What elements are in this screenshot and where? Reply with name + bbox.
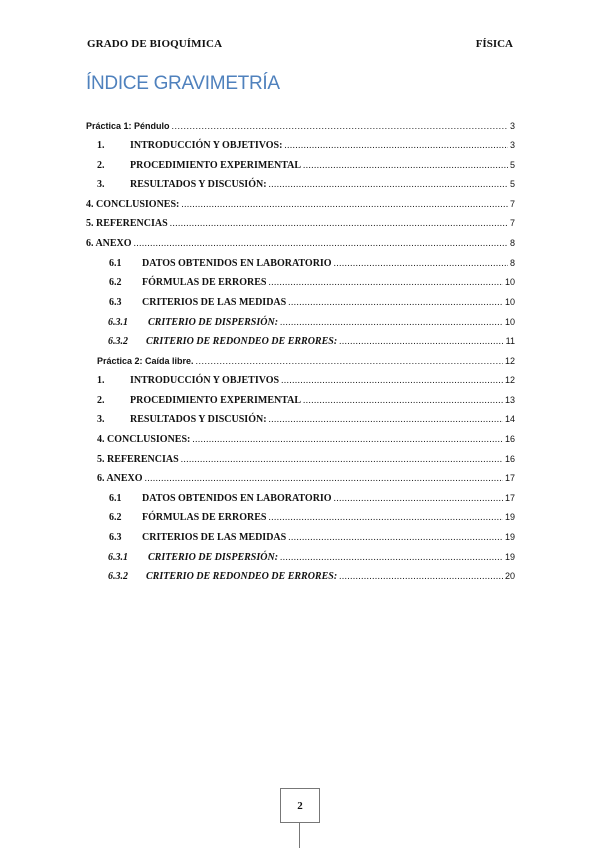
toc-leader-dots <box>288 297 503 307</box>
toc-entry-page: 12 <box>504 356 515 366</box>
toc-entry[interactable] <box>97 395 515 411</box>
toc-entry-text: FÓRMULAS DE ERRORES <box>142 277 267 288</box>
toc-entry-text: PROCEDIMIENTO EXPERIMENTAL <box>130 395 302 406</box>
toc-leader-dots <box>339 571 503 581</box>
toc-entry[interactable] <box>97 356 515 372</box>
toc-entry[interactable] <box>97 375 515 391</box>
toc-entry-number: 6.1 <box>109 493 122 504</box>
toc-leader-dots <box>196 356 503 366</box>
toc-leader-dots <box>192 434 503 444</box>
toc-entry-text: INTRODUCCIÓN Y OBJETIVOS: <box>130 140 283 151</box>
toc-entry-text: RESULTADOS Y DISCUSIÓN: <box>130 414 267 425</box>
toc-leader-dots <box>172 121 508 131</box>
toc-entry[interactable] <box>86 218 515 234</box>
toc-entry-page: 19 <box>504 552 515 562</box>
toc-entry[interactable] <box>109 493 515 509</box>
toc-entry-text: INTRODUCCIÓN Y OBJETIVOS <box>130 375 280 386</box>
toc-entry-text: RESULTADOS Y DISCUSIÓN: <box>130 179 267 190</box>
toc-entry-page: 8 <box>509 258 515 268</box>
toc-entry-text: 6. ANEXO <box>86 238 132 249</box>
page-number-box <box>280 788 320 823</box>
toc-entry-text: FÓRMULAS DE ERRORES <box>142 512 267 523</box>
toc-entry-text: Práctica 1: Péndulo <box>86 121 170 131</box>
toc-entry-number: 1. <box>97 375 105 386</box>
toc-entry[interactable] <box>97 179 515 195</box>
toc-entry-text: PROCEDIMIENTO EXPERIMENTAL <box>130 160 302 171</box>
toc-entry-number: 6.1 <box>109 258 122 269</box>
page-header-right: FÍSICA <box>475 38 513 50</box>
toc-entry-page: 11 <box>505 336 515 346</box>
toc-entry-page: 14 <box>504 414 515 424</box>
toc-leader-dots <box>269 414 503 424</box>
toc-entry-text: CRITERIOS DE LAS MEDIDAS <box>142 532 287 543</box>
toc-entry-page: 19 <box>504 532 515 542</box>
toc-entry[interactable] <box>108 317 515 333</box>
toc-entry-number: 6.2 <box>109 512 122 523</box>
toc-entry-page: 16 <box>504 454 515 464</box>
toc-entry-page: 10 <box>504 277 515 287</box>
toc-entry-number: 6.3 <box>109 532 122 543</box>
toc-leader-dots <box>303 395 503 405</box>
toc-entry-page: 17 <box>504 493 515 503</box>
toc-leader-dots <box>268 512 503 522</box>
toc-leader-dots <box>134 238 508 248</box>
toc-entry-text: 5. REFERENCIAS <box>97 454 179 465</box>
toc-leader-dots <box>339 336 503 346</box>
toc-entry-page: 5 <box>509 160 515 170</box>
toc-entry-text: DATOS OBTENIDOS EN LABORATORIO <box>142 258 332 269</box>
toc-entry-number: 1. <box>97 140 105 151</box>
toc-entry[interactable] <box>97 160 515 176</box>
toc-entry-number: 3. <box>97 414 105 425</box>
toc-entry-number: 2. <box>97 395 105 406</box>
toc-entry-text: CRITERIOS DE LAS MEDIDAS <box>142 297 287 308</box>
toc-leader-dots <box>170 218 508 228</box>
toc-entry[interactable] <box>109 532 515 548</box>
toc-entry[interactable] <box>108 552 515 568</box>
toc-entry-page: 7 <box>509 218 515 228</box>
toc-entry-number: 2. <box>97 160 105 171</box>
toc-entry-page: 10 <box>504 317 515 327</box>
toc-entry[interactable] <box>97 473 515 489</box>
toc-entry-page: 19 <box>504 512 515 522</box>
toc-entry[interactable] <box>97 434 515 450</box>
toc-entry[interactable] <box>108 571 515 587</box>
toc-entry-number: 6.3.2 <box>108 336 128 347</box>
toc-leader-dots <box>145 473 503 483</box>
toc-entry-page: 17 <box>504 473 515 483</box>
toc-entry-text: CRITERIO DE DISPERSIÓN: <box>148 552 279 563</box>
toc-leader-dots <box>181 199 508 209</box>
page-header-left: GRADO DE BIOQUÍMICA <box>87 38 223 50</box>
toc-entry[interactable] <box>86 238 515 254</box>
toc-entry[interactable] <box>109 277 515 293</box>
toc-entry[interactable] <box>97 140 515 156</box>
toc-title: ÍNDICE GRAVIMETRÍA <box>86 73 280 94</box>
toc-entry-page: 10 <box>504 297 515 307</box>
toc-leader-dots <box>303 160 508 170</box>
toc-entry-text: 5. REFERENCIAS <box>86 218 168 229</box>
toc-entry-text: 6. ANEXO <box>97 473 143 484</box>
toc-entry-text: Práctica 2: Caída libre. <box>97 356 194 366</box>
toc-leader-dots <box>284 140 508 150</box>
page-number: 2 <box>297 799 303 812</box>
toc-entry-number: 6.3.1 <box>108 552 128 563</box>
toc-entry[interactable] <box>97 454 515 470</box>
toc-entry-text: DATOS OBTENIDOS EN LABORATORIO <box>142 493 332 504</box>
toc-entry[interactable] <box>86 121 515 137</box>
toc-leader-dots <box>281 375 503 385</box>
toc-entry-page: 3 <box>509 121 515 131</box>
toc-leader-dots <box>288 532 503 542</box>
toc-entry[interactable] <box>108 336 515 352</box>
toc-entry-page: 8 <box>509 238 515 248</box>
toc-entry-page: 20 <box>504 571 515 581</box>
toc-entry-page: 13 <box>504 395 515 405</box>
toc-entry-number: 6.3.1 <box>108 317 128 328</box>
toc-entry-text: CRITERIO DE REDONDEO DE ERRORES: <box>146 336 338 347</box>
toc-entry-page: 7 <box>509 199 515 209</box>
toc-leader-dots <box>334 258 508 268</box>
toc-entry-page: 5 <box>509 179 515 189</box>
toc-entry-text: 4. CONCLUSIONES: <box>86 199 180 210</box>
toc-leader-dots <box>280 552 503 562</box>
page-number-stem <box>299 822 300 848</box>
toc-entry[interactable] <box>109 512 515 528</box>
toc-entry-number: 6.2 <box>109 277 122 288</box>
toc-entry[interactable] <box>109 258 515 274</box>
toc-entry[interactable] <box>109 297 515 313</box>
toc-entry[interactable] <box>97 414 515 430</box>
toc-entry-number: 6.3.2 <box>108 571 128 582</box>
toc-entry-page: 12 <box>504 375 515 385</box>
toc-leader-dots <box>181 454 503 464</box>
toc-entry-page: 16 <box>504 434 515 444</box>
toc-leader-dots <box>268 277 503 287</box>
toc-entry-text: CRITERIO DE REDONDEO DE ERRORES: <box>146 571 338 582</box>
toc-entry[interactable] <box>86 199 515 215</box>
toc-leader-dots <box>280 317 503 327</box>
toc-entry-text: 4. CONCLUSIONES: <box>97 434 191 445</box>
toc-entry-number: 6.3 <box>109 297 122 308</box>
toc-leader-dots <box>334 493 503 503</box>
toc-entry-text: CRITERIO DE DISPERSIÓN: <box>148 317 279 328</box>
toc-leader-dots <box>269 179 508 189</box>
toc-entry-page: 3 <box>509 140 515 150</box>
toc-entry-number: 3. <box>97 179 105 190</box>
